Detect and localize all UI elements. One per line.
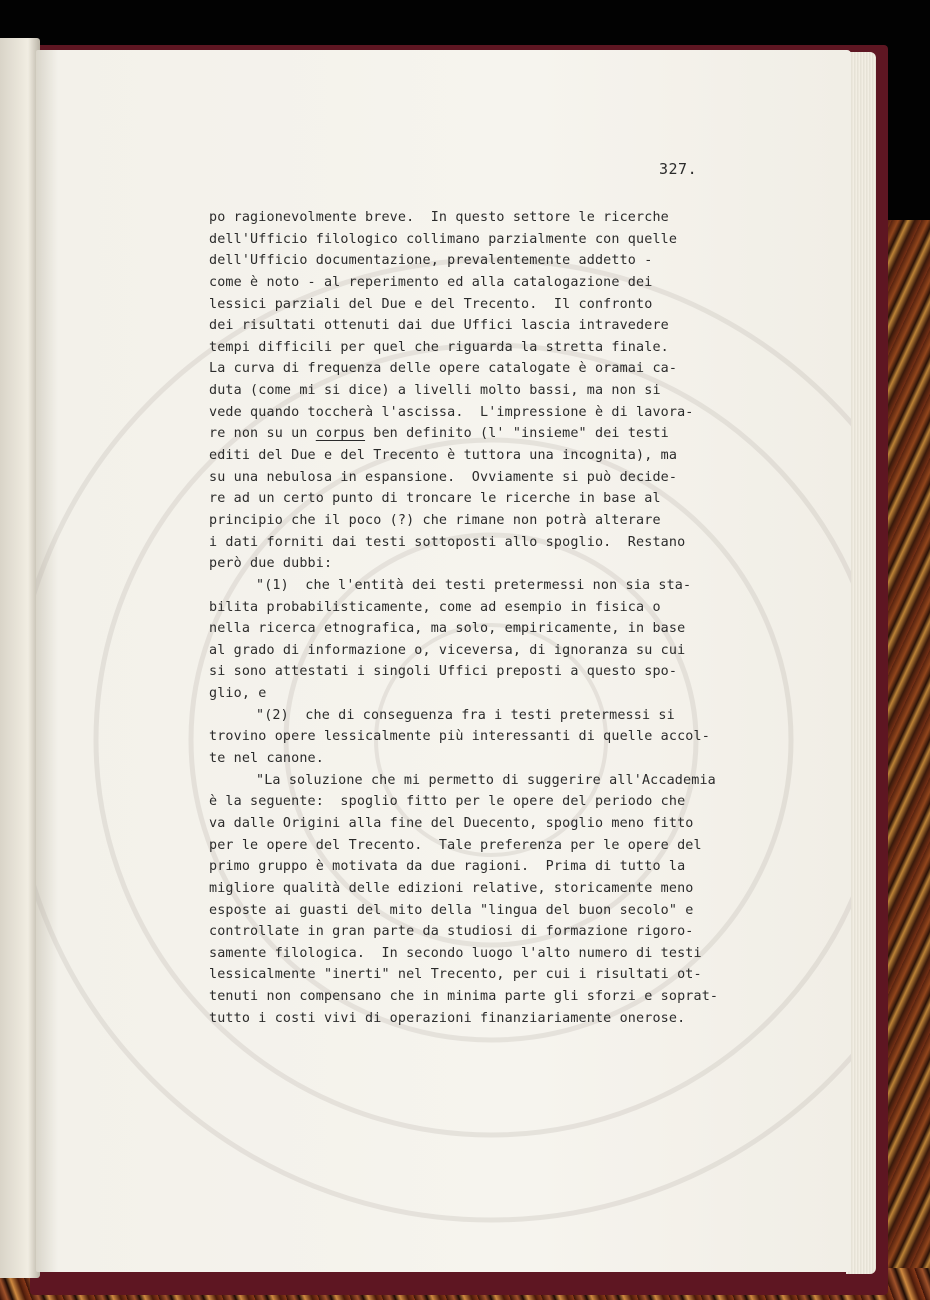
text-line: dei risultati ottenuti dai due Uffici lascia intravedere: [209, 318, 669, 334]
text-line: dell'Ufficio filologico collimano parzialmente con quelle: [209, 231, 678, 247]
text-line: principio che il poco (?) che rimane non potrà alterare: [209, 512, 661, 528]
text-line: tempi difficili per quel che riguarda la stretta finale.: [209, 339, 669, 355]
text-line: però due dubbi:: [209, 556, 333, 572]
text-line: [209, 423, 769, 445]
text-line: "(1) che l'entità dei testi pretermessi non sia sta-: [256, 577, 692, 593]
text-line: i dati forniti dai testi sottoposti allo spoglio. Restano: [209, 534, 686, 550]
text-line: è la seguente: spoglio fitto per le opere del periodo che: [209, 794, 686, 810]
text-segment: re non su un: [209, 426, 316, 442]
text-line: tutto i costi vivi di operazioni finanziariamente onerose.: [209, 1010, 686, 1026]
text-line: editi del Due e del Trecento è tuttora una incognita), ma: [209, 448, 678, 464]
text-line: va dalle Origini alla fine del Duecento, spoglio meno fitto: [209, 815, 694, 831]
text-line: esposte ai guasti del mito della "lingua del buon secolo" e: [209, 902, 694, 918]
text-line: La curva di frequenza delle opere catalogate è oramai ca-: [209, 361, 678, 377]
text-line: lessici parziali del Due e del Trecento. Il confronto: [209, 296, 653, 312]
text-line: controllate in gran parte da studiosi di formazione rigoro-: [209, 924, 694, 940]
text-line: si sono attestati i singoli Uffici preposti a questo spo-: [209, 664, 678, 680]
text-line: al grado di informazione o, viceversa, di ignoranza su cui: [209, 642, 686, 658]
text-line: per le opere del Trecento. Tale preferenza per le opere del: [209, 837, 702, 853]
text-line: po ragionevolmente breve. In questo settore le ricerche: [209, 210, 669, 225]
text-segment: ben definito (l' "insieme" dei testi: [365, 426, 669, 442]
text-line: dell'Ufficio documentazione, prevalentemente addetto -: [209, 253, 653, 269]
text-line: "(2) che di conseguenza fra i testi pretermessi si: [256, 707, 675, 723]
left-page: [0, 38, 40, 1278]
text-line: come è noto - al reperimento ed alla catalogazione dei: [209, 274, 653, 290]
text-line: tenuti non compensano che in minima parte gli sforzi e soprat-: [209, 989, 719, 1005]
text-line: re ad un certo punto di troncare le ricerche in base al: [209, 491, 661, 507]
text-line: te nel canone.: [209, 751, 324, 767]
text-line: su una nebulosa in espansione. Ovviamente si può decide-: [209, 469, 678, 485]
text-line: duta (come mi si dice) a livelli molto bassi, ma non si: [209, 383, 661, 399]
text-line: nella ricerca etnografica, ma solo, empiricamente, in base: [209, 621, 686, 637]
text-line: samente filologica. In secondo luogo l'alto numero di testi: [209, 945, 702, 961]
text-line: migliore qualità delle edizioni relative, storicamente meno: [209, 880, 694, 896]
body-text: [209, 207, 769, 1029]
text-line: bilita probabilisticamente, come ad esempio in fisica o: [209, 599, 661, 615]
page-number: 327.: [659, 160, 698, 178]
text-line: glio, e: [209, 686, 267, 702]
text-line: trovino opere lessicalmente più interessanti di quelle accol-: [209, 729, 710, 745]
text-line: "La soluzione che mi permetto di suggerire all'Accademia: [256, 772, 716, 788]
text-line: primo gruppo è motivata da due ragioni. Prima di tutto la: [209, 859, 686, 875]
underlined-word: corpus: [315, 426, 366, 442]
text-line: lessicalmente "inerti" nel Trecento, per cui i risultati ot-: [209, 967, 702, 983]
text-line: vede quando toccherà l'ascissa. L'impressione è di lavora-: [209, 404, 694, 420]
